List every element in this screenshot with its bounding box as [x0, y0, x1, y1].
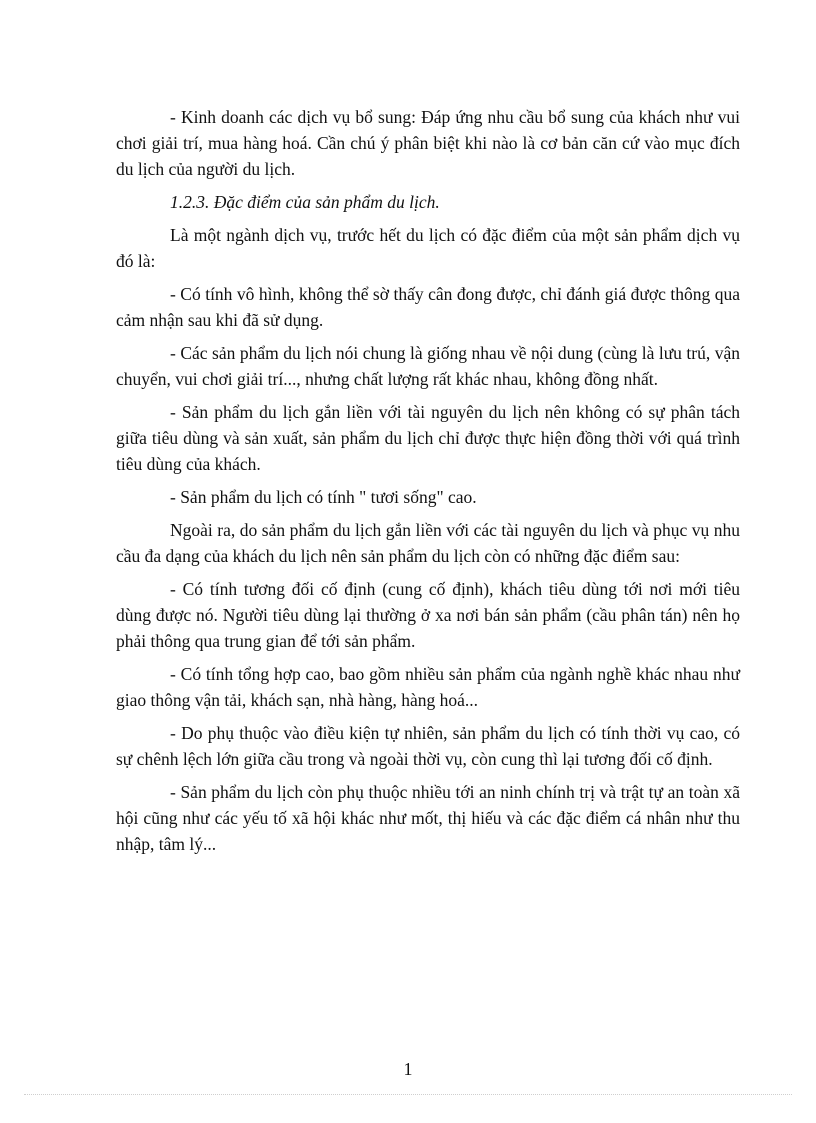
paragraph-synthetic: - Có tính tổng hợp cao, bao gồm nhiều sản phẩm của ngành nghề khác nhau như giao thông vận tải, khách sạn, nhà hàng, hàng hoá...: [116, 664, 740, 710]
paragraph-fixed-supply: - Có tính tương đối cố định (cung cố định), khách tiêu dùng tới nơi mới tiêu dùng được nó. Người tiêu dùng lại thường ở xa nơi bán sản phẩm (cầu phân tán) nên họ phải thông qua trung gian để tới sản phẩm.: [116, 579, 740, 651]
paragraph-fresh: - Sản phẩm du lịch có tính " tươi sống" cao.: [170, 487, 477, 507]
paragraph-intangible: - Có tính vô hình, không thể sờ thấy cân đong được, chỉ đánh giá được thông qua cảm nhận sau khi đã sử dụng.: [116, 284, 740, 330]
page-number: 1: [403, 1059, 413, 1079]
paragraph-services-supplementary: - Kinh doanh các dịch vụ bổ sung: Đáp ứng nhu cầu bổ sung của khách như vui chơi giải trí, mua hàng hoá. Cần chú ý phân biệt khi nào là cơ bản căn cứ vào mục đích du lịch của người du lịch.: [116, 107, 740, 179]
paragraph-seasonal: - Do phụ thuộc vào điều kiện tự nhiên, sản phẩm du lịch có tính thời vụ cao, có sự chênh lệch lớn giữa cầu trong và ngoài thời vụ, còn cung thì lại tương đối cố định.: [116, 723, 740, 769]
page-divider: [24, 1094, 792, 1095]
paragraph-resources: - Sản phẩm du lịch gắn liền với tài nguyên du lịch nên không có sự phân tách giữa tiêu dùng và sản xuất, sản phẩm du lịch chỉ được thực hiện đồng thời với quá trình tiêu dùng của khách.: [116, 402, 740, 474]
paragraph-intro: Là một ngành dịch vụ, trước hết du lịch có đặc điểm của một sản phẩm dịch vụ đó là:: [116, 225, 740, 271]
paragraph-additional-features: Ngoài ra, do sản phẩm du lịch gắn liền với các tài nguyên du lịch và phục vụ nhu cầu đa dạng của khách du lịch nên sản phẩm du lịch còn có những đặc điểm sau:: [116, 520, 740, 566]
paragraph-security: - Sản phẩm du lịch còn phụ thuộc nhiều tới an ninh chính trị và trật tự an toàn xã hội cũng như các yếu tố xã hội khác như mốt, thị hiếu và các đặc điểm cá nhân như thu nhập, tâm lý...: [116, 782, 740, 854]
paragraph-similar-content: - Các sản phẩm du lịch nói chung là giống nhau về nội dung (cùng là lưu trú, vận chuyển, vui chơi giải trí..., nhưng chất lượng rất khác nhau, không đồng nhất.: [116, 343, 740, 389]
section-heading: 1.2.3. Đặc điểm của sản phẩm du lịch.: [170, 192, 440, 212]
document-body: [116, 104, 740, 864]
